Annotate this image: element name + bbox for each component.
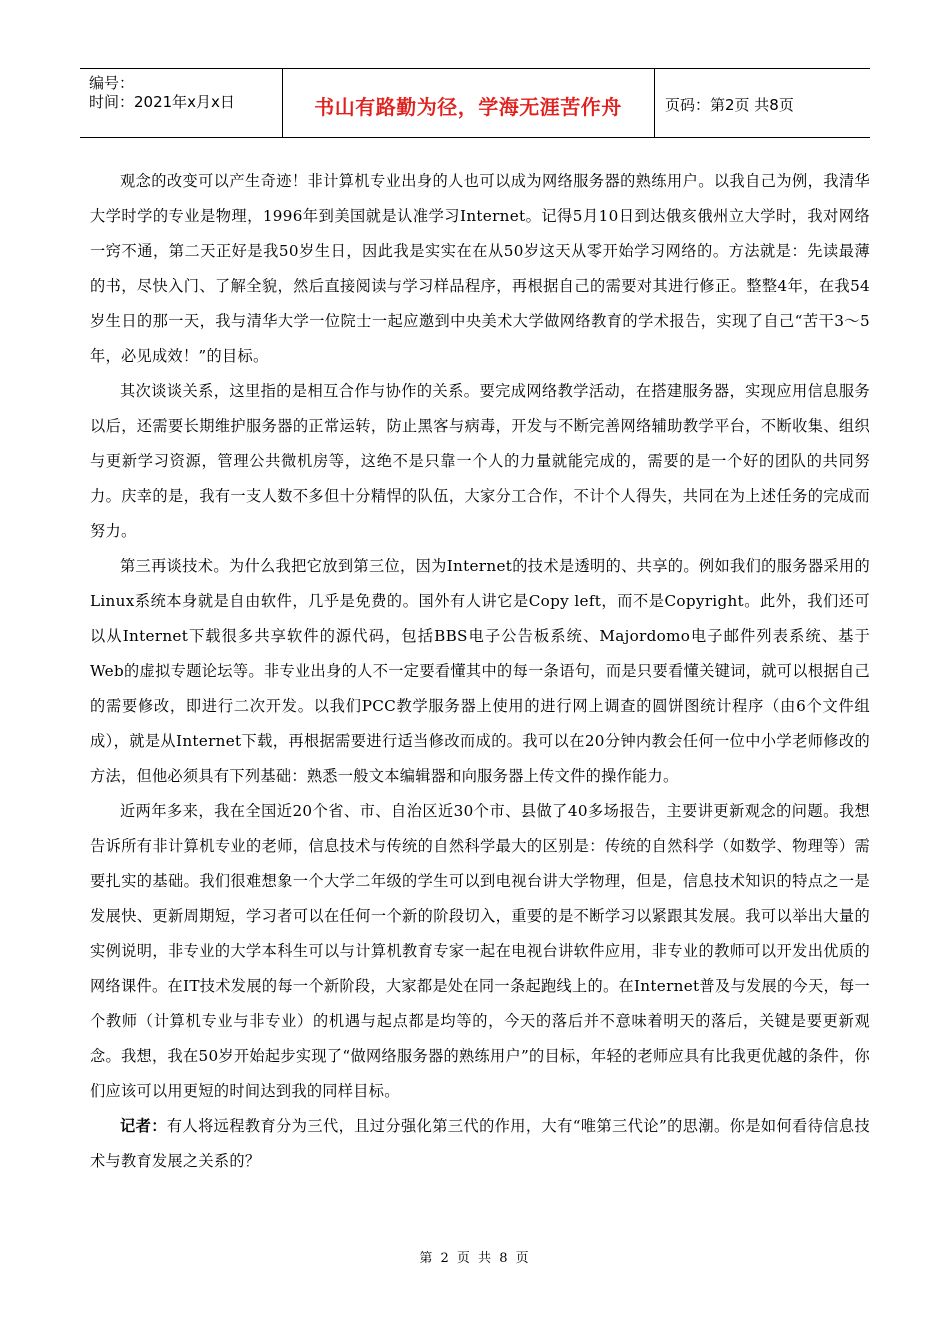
paragraph-4: 近两年多来，我在全国近20个省、市、自治区近30个市、县做了40多场报告，主要讲更新观念的问题。我想告诉所有非计算机专业的老师，信息技术与传统的自然科学最大的区别是：传统的自然科学（如数学、物理等）需要扎实的基础。我们很难想象一个大学二年级的学生可以到电视台讲大学物理，但是，信息技术知识的特点之一是发展快、更新周期短，学习者可以在任何一个新的阶段切入，重要的是不断学习以紧跟其发展。我可以举出大量的实例说明，非专业的大学本科生可以与计算机教育专家一起在电视台讲软件应用，非专业的教师可以开发出优质的网络课件。在IT技术发展的每一个新阶段，大家都是处在同一条起跑线上的。在Internet普及与发展的今天，每一个教师（计算机专业与非专业）的机遇与起点都是均等的，今天的落后并不意味着明天的落后，关键是要更新观念。我想，我在50岁开始起步实现了“做网络服务器的熟练用户”的目标，年轻的老师应具有比我更优越的条件，你们应该可以用更短的时间达到我的同样目标。 bbox=[90, 802, 870, 1100]
header-meta-cell bbox=[80, 69, 283, 137]
doc-time-label: 时间：2021年x月x日 bbox=[89, 93, 235, 111]
paragraph-1: 观念的改变可以产生奇迹！非计算机专业出身的人也可以成为网络服务器的熟练用户。以我自己为例，我清华大学时学的专业是物理，1996年到美国就是认准学习Internet。记得5月10日到达俄亥俄州立大学时，我对网络一窍不通，第二天正好是我50岁生日，因此我是实实在在从50岁这天从零开始学习网络的。方法就是：先读最薄的书，尽快入门、了解全貌，然后直接阅读与学习样品程序，再根据自己的需要对其进行修正。整整4年，在我54岁生日的那一天，我与清华大学一位院士一起应邀到中央美术大学做网络教育的学术报告，实现了自己“苦干3～5年，必见成效！”的目标。 bbox=[90, 172, 870, 365]
page-footer: 第 2 页 共 8 页 bbox=[419, 1251, 531, 1266]
header-page-cell bbox=[655, 69, 870, 137]
reporter-label: 记者： bbox=[120, 1117, 167, 1135]
paragraph-5: 记者：有人将远程教育分为三代，且过分强化第三代的作用，大有“唯第三代论”的思潮。你是如何看待信息技术与教育发展之关系的？ bbox=[90, 1117, 871, 1170]
header-table bbox=[80, 68, 870, 138]
header-motto: 书山有路勤为径，学海无涯苦作舟 bbox=[314, 95, 622, 119]
paragraph-3: 第三再谈技术。为什么我把它放到第三位，因为Internet的技术是透明的、共享的。例如我们的服务器采用的Linux系统本身就是自由软件，几乎是免费的。国外有人讲它是Copy left，而不是Copyright。此外，我们还可以从Internet下载很多共享软件的源代码，包括BBS电子公告板系统、Majordomo电子邮件列表系统、基于Web的虚拟专题论坛等。非专业出身的人不一定要看懂其中的每一条语句，而是只要看懂关键词，就可以根据自己的需要修改，即进行二次开发。以我们PCC教学服务器上使用的进行网上调查的圆饼图统计程序（由6个文件组成），就是从Internet下载，再根据需要进行适当修改而成的。我可以在20分钟内教会任何一位中小学老师修改的方法，但他必须具有下列基础：熟悉一般文本编辑器和向服务器上传文件的操作能力。 bbox=[90, 557, 870, 785]
paragraph-2: 其次谈谈关系，这里指的是相互合作与协作的关系。要完成网络教学活动，在搭建服务器，实现应用信息服务以后，还需要长期维护服务器的正常运转，防止黑客与病毒，开发与不断完善网络辅助教学平台，不断收集、组织与更新学习资源，管理公共微机房等，这绝不是只靠一个人的力量就能完成的，需要的是一个好的团队的共同努力。庆幸的是，我有一支人数不多但十分精悍的队伍，大家分工合作，不计个人得失，共同在为上述任务的完成而努力。 bbox=[90, 382, 870, 540]
doc-number-label: 编号： bbox=[89, 74, 135, 92]
header-page-label: 页码：第2页 共8页 bbox=[665, 96, 794, 114]
header-motto-cell bbox=[282, 69, 655, 137]
article-body bbox=[90, 164, 870, 1179]
